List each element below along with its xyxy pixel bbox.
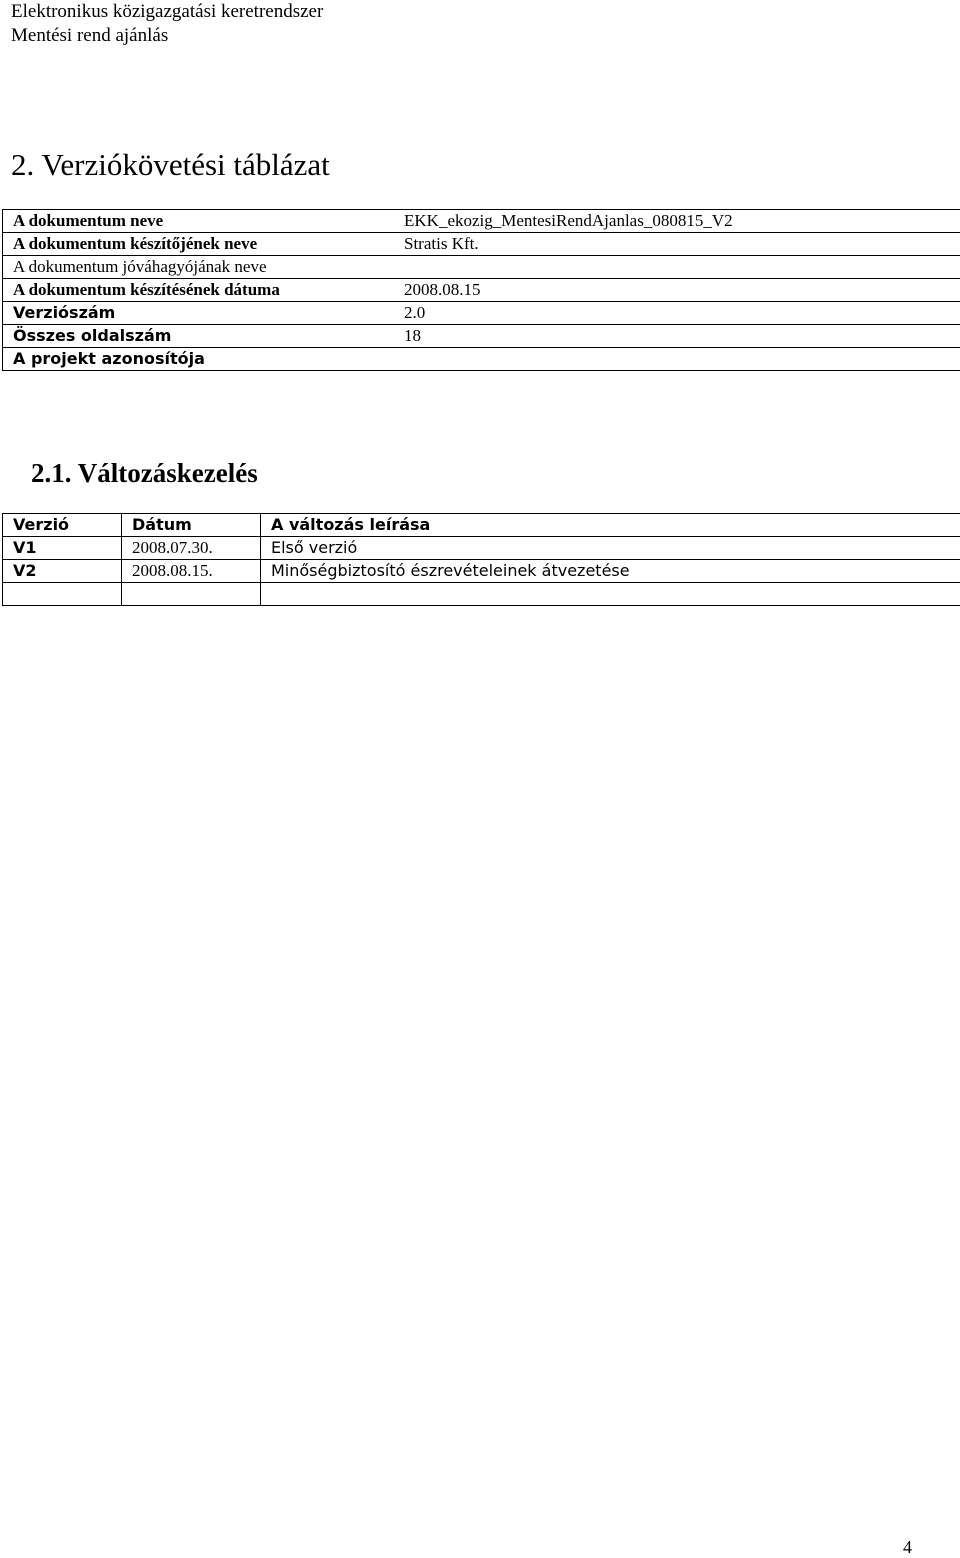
table-row [3, 583, 960, 606]
table-row [3, 210, 960, 233]
column-header-date: Dátum [122, 514, 261, 537]
info-value: 18 [393, 325, 960, 348]
section-title: 2. Verziókövetési táblázat [11, 145, 330, 185]
date-cell [122, 583, 261, 606]
info-value: EKK_ekozig_MentesiRendAjanlas_080815_V2 [393, 210, 960, 233]
version-cell [3, 583, 122, 606]
info-label: Verziószám [3, 302, 394, 325]
subsection-title: 2.1. Változáskezelés [31, 456, 258, 490]
table-row [3, 302, 960, 325]
info-value: Stratis Kft. [393, 233, 960, 256]
page-header [11, 0, 323, 48]
info-value: 2.0 [393, 302, 960, 325]
info-label: A projekt azonosítója [3, 348, 394, 371]
table-row [3, 348, 960, 371]
info-value: 2008.08.15 [393, 279, 960, 302]
column-header-description: A változás leírása [261, 514, 960, 537]
description-cell [261, 583, 960, 606]
date-cell: 2008.08.15. [122, 560, 261, 583]
version-cell: V1 [3, 537, 122, 560]
description-cell: Minőségbiztosító észrevételeinek átvezetése [261, 560, 960, 583]
table-row [3, 256, 960, 279]
info-label: A dokumentum készítésének dátuma [3, 279, 394, 302]
change-log-table [2, 513, 960, 606]
info-value [393, 348, 960, 371]
table-row [3, 537, 960, 560]
info-label: A dokumentum készítőjének neve [3, 233, 394, 256]
table-row [3, 279, 960, 302]
table-header-row [3, 514, 960, 537]
info-value [393, 256, 960, 279]
page-number: 4 [903, 1536, 912, 1558]
table-row [3, 560, 960, 583]
document-info-table [2, 209, 960, 371]
table-row [3, 233, 960, 256]
table-row [3, 325, 960, 348]
description-cell: Első verzió [261, 537, 960, 560]
version-cell: V2 [3, 560, 122, 583]
header-line-2: Mentési rend ajánlás [11, 24, 323, 48]
info-label: A dokumentum neve [3, 210, 394, 233]
date-cell: 2008.07.30. [122, 537, 261, 560]
info-label: A dokumentum jóváhagyójának neve [3, 256, 394, 279]
header-line-1: Elektronikus közigazgatási keretrendszer [11, 0, 323, 24]
column-header-version: Verzió [3, 514, 122, 537]
info-label: Összes oldalszám [3, 325, 394, 348]
